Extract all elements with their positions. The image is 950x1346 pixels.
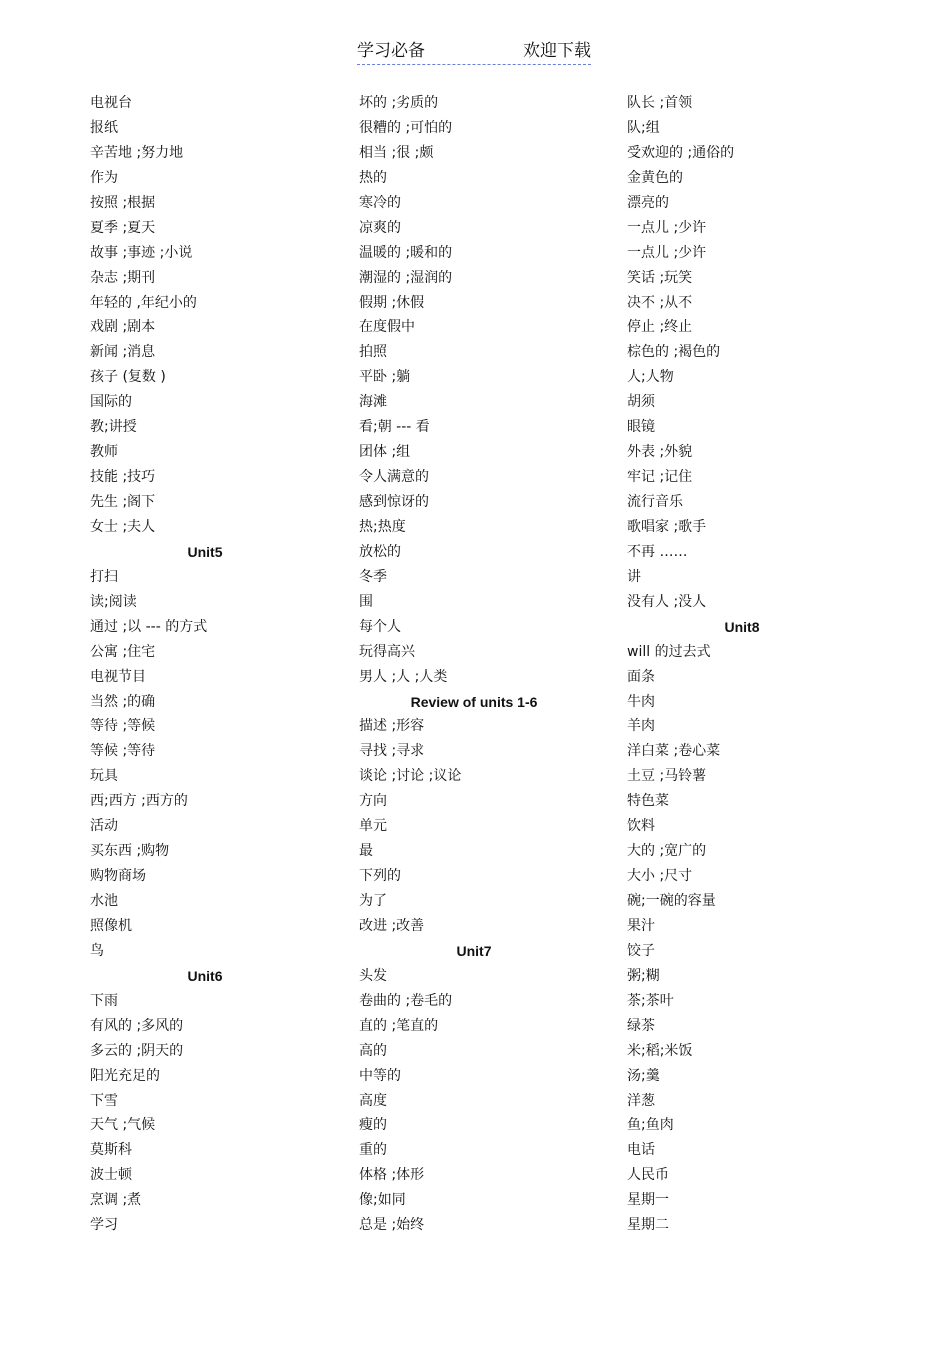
vocab-item: 通过 ;以 --- 的方式 bbox=[90, 618, 208, 635]
vocab-item: 多云的 ;阴天的 bbox=[90, 1042, 184, 1059]
vocab-item: 公寓 ;住宅 bbox=[90, 643, 156, 660]
vocab-item: 重的 bbox=[359, 1142, 387, 1159]
vocab-item: 杂志 ;期刊 bbox=[90, 269, 156, 286]
vocab-item: 体格 ;体形 bbox=[359, 1167, 425, 1184]
page-header bbox=[357, 40, 591, 65]
vocab-item: 绿茶 bbox=[627, 1017, 655, 1034]
vocab-item: 先生 ;阁下 bbox=[90, 494, 156, 510]
vocab-item: 像;如同 bbox=[359, 1192, 406, 1209]
vocab-item: 热的 bbox=[359, 169, 387, 186]
vocab-item: 作为 bbox=[90, 169, 118, 186]
vocab-item: 大小 ;尺寸 bbox=[627, 868, 693, 885]
vocab-item: 相当 ;很 ;颇 bbox=[359, 144, 434, 161]
vocab-item: 阳光充足的 bbox=[90, 1067, 160, 1084]
vocab-item: 波士顿 bbox=[90, 1167, 132, 1184]
vocab-item: 打扫 bbox=[90, 568, 118, 585]
vocab-item: 受欢迎的 ;通俗的 bbox=[627, 144, 735, 161]
vocab-item: 戏剧 ;剧本 bbox=[90, 319, 156, 336]
vocab-item: 夏季 ;夏天 bbox=[90, 219, 156, 236]
vocab-item: 单元 bbox=[359, 818, 387, 835]
vocab-item: 碗;一碗的容量 bbox=[627, 893, 716, 909]
vocab-item: 茶;茶叶 bbox=[627, 992, 674, 1009]
vocab-item: 电视节目 bbox=[90, 668, 146, 685]
vocab-item: 决不 ;从不 bbox=[627, 294, 693, 311]
vocab-item: 报纸 bbox=[90, 119, 118, 136]
vocab-item: 国际的 bbox=[90, 394, 132, 411]
header-right-text: 欢迎下载 bbox=[523, 41, 591, 61]
vocab-item: 假期 ;休假 bbox=[359, 294, 425, 311]
vocab-item: 电话 bbox=[627, 1142, 655, 1159]
vocab-item: 等候 ;等待 bbox=[90, 743, 156, 760]
vocab-item: 教;讲授 bbox=[90, 419, 137, 436]
vocab-item: 按照 ;根据 bbox=[90, 194, 156, 211]
vocab-item: 描述 ;形容 bbox=[359, 718, 425, 735]
vocab-item: 饮料 bbox=[627, 818, 655, 835]
vocab-item: 平卧 ;躺 bbox=[359, 369, 411, 386]
vocab-item: 中等的 bbox=[359, 1067, 401, 1084]
vocab-item: 有风的 ;多风的 bbox=[90, 1017, 184, 1034]
vocab-item: 坏的 ;劣质的 bbox=[359, 95, 439, 111]
vocab-item: 水池 bbox=[90, 893, 118, 909]
vocab-item: 男人 ;人 ;人类 bbox=[359, 668, 448, 685]
vocab-item: 故事 ;事迹 ;小说 bbox=[90, 244, 193, 261]
unit-heading: Unit8 bbox=[724, 618, 760, 635]
vocab-item: 队;组 bbox=[627, 119, 660, 136]
vocab-item: 米;稻;米饭 bbox=[627, 1042, 693, 1059]
vocab-item: 直的 ;笔直的 bbox=[359, 1017, 439, 1034]
vocab-item: 热;热度 bbox=[359, 518, 406, 535]
vocab-item: 星期一 bbox=[627, 1192, 669, 1209]
vocab-item: 高的 bbox=[359, 1042, 387, 1059]
vocab-item: 瘦的 bbox=[359, 1117, 387, 1134]
vocab-item: 莫斯科 bbox=[90, 1142, 132, 1159]
vocab-item: 围 bbox=[359, 593, 373, 610]
vocab-item: 下雪 bbox=[90, 1092, 118, 1109]
vocab-item: 最 bbox=[359, 843, 373, 860]
vocab-item: 果汁 bbox=[627, 917, 655, 934]
header-left-text: 学习必备 bbox=[357, 41, 425, 61]
vocab-item: 教师 bbox=[90, 444, 118, 461]
vocab-item: 土豆 ;马铃薯 bbox=[627, 768, 707, 785]
vocab-item: 高度 bbox=[359, 1092, 387, 1109]
vocab-item: will 的过去式 bbox=[627, 643, 711, 660]
vocab-item: 讲 bbox=[627, 568, 641, 585]
vocab-item: 饺子 bbox=[627, 942, 655, 959]
unit-heading: Review of units 1-6 bbox=[410, 693, 538, 710]
vocab-item: 大的 ;宽广的 bbox=[627, 843, 707, 860]
vocab-item: 洋葱 bbox=[627, 1092, 655, 1109]
vocab-item: 牢记 ;记住 bbox=[627, 469, 693, 486]
vocab-item: 拍照 bbox=[359, 344, 387, 361]
vocab-item: 金黄色的 bbox=[627, 169, 683, 186]
vocab-item: 漂亮的 bbox=[627, 194, 669, 211]
vocab-item: 胡须 bbox=[627, 394, 655, 411]
vocab-item: 潮湿的 ;湿润的 bbox=[359, 269, 453, 286]
vocab-item: 在度假中 bbox=[359, 319, 415, 336]
vocab-item: 辛苦地 ;努力地 bbox=[90, 144, 184, 161]
vocab-item: 买东西 ;购物 bbox=[90, 843, 170, 860]
vocab-item: 一点儿 ;少许 bbox=[627, 244, 707, 261]
vocab-item: 购物商场 bbox=[90, 868, 146, 885]
vocab-item: 年轻的 ,年纪小的 bbox=[90, 294, 197, 311]
vocab-item: 玩具 bbox=[90, 768, 118, 785]
vocab-item: 歌唱家 ;歌手 bbox=[627, 518, 707, 535]
vocab-item: 等待 ;等候 bbox=[90, 718, 156, 735]
vocab-item: 很糟的 ;可怕的 bbox=[359, 119, 453, 136]
vocab-item: 队长 ;首领 bbox=[627, 95, 693, 111]
vocabulary-column-1 bbox=[90, 91, 320, 1238]
vocab-item: 改进 ;改善 bbox=[359, 917, 425, 934]
vocab-item: 电视台 bbox=[90, 95, 132, 111]
unit-heading: Unit5 bbox=[187, 543, 223, 560]
vocab-item: 凉爽的 bbox=[359, 219, 401, 236]
vocab-item: 牛肉 bbox=[627, 693, 655, 710]
vocabulary-column-3 bbox=[627, 91, 857, 1238]
vocab-item: 寒冷的 bbox=[359, 194, 401, 211]
unit-heading: Unit7 bbox=[456, 942, 492, 959]
vocab-item: 面条 bbox=[627, 668, 655, 685]
vocab-item: 汤;羹 bbox=[627, 1067, 660, 1084]
vocab-item: 人;人物 bbox=[627, 369, 674, 386]
vocab-item: 头发 bbox=[359, 967, 387, 984]
vocab-item: 天气 ;气候 bbox=[90, 1117, 156, 1134]
vocab-item: 谈论 ;讨论 ;议论 bbox=[359, 768, 462, 785]
vocab-item: 下雨 bbox=[90, 992, 118, 1009]
vocab-item: 孩子 (复数 ) bbox=[90, 369, 166, 386]
vocab-item: 活动 bbox=[90, 818, 118, 835]
vocab-item: 流行音乐 bbox=[627, 494, 683, 510]
vocab-item: 人民币 bbox=[627, 1167, 669, 1184]
vocab-item: 星期二 bbox=[627, 1217, 669, 1234]
vocab-item: 鸟 bbox=[90, 942, 104, 959]
vocab-item: 海滩 bbox=[359, 394, 387, 411]
vocab-item: 为了 bbox=[359, 893, 387, 909]
vocab-item: 看;朝 --- 看 bbox=[359, 419, 430, 436]
vocab-item: 一点儿 ;少许 bbox=[627, 219, 707, 236]
vocab-item: 方向 bbox=[359, 793, 387, 810]
vocab-item: 令人满意的 bbox=[359, 469, 429, 486]
vocab-item: 总是 ;始终 bbox=[359, 1217, 425, 1234]
vocab-item: 卷曲的 ;卷毛的 bbox=[359, 992, 453, 1009]
vocab-item: 感到惊讶的 bbox=[359, 494, 429, 510]
vocab-item: 下列的 bbox=[359, 868, 401, 885]
vocab-item: 停止 ;终止 bbox=[627, 319, 693, 336]
vocab-item: 鱼;鱼肉 bbox=[627, 1117, 674, 1134]
vocab-item: 特色菜 bbox=[627, 793, 669, 810]
vocab-item: 眼镜 bbox=[627, 419, 655, 436]
vocab-item: 烹调 ;煮 bbox=[90, 1192, 142, 1209]
vocabulary-column-2 bbox=[359, 91, 589, 1238]
vocab-item: 团体 ;组 bbox=[359, 444, 411, 461]
vocab-item: 粥;糊 bbox=[627, 967, 660, 984]
vocab-item: 读;阅读 bbox=[90, 593, 137, 610]
vocab-item: 新闻 ;消息 bbox=[90, 344, 156, 361]
vocab-item: 每个人 bbox=[359, 618, 401, 635]
vocab-item: 笑话 ;玩笑 bbox=[627, 269, 693, 286]
vocab-item: 不再 …… bbox=[627, 543, 688, 560]
vocab-item: 当然 ;的确 bbox=[90, 693, 156, 710]
vocab-item: 照像机 bbox=[90, 917, 132, 934]
vocab-item: 羊肉 bbox=[627, 718, 655, 735]
vocab-item: 棕色的 ;褐色的 bbox=[627, 344, 721, 361]
vocab-item: 冬季 bbox=[359, 568, 387, 585]
vocab-item: 女士 ;夫人 bbox=[90, 518, 156, 535]
vocab-item: 玩得高兴 bbox=[359, 643, 415, 660]
vocab-item: 洋白菜 ;卷心菜 bbox=[627, 743, 721, 760]
vocab-item: 放松的 bbox=[359, 543, 401, 560]
vocab-item: 没有人 ;没人 bbox=[627, 593, 707, 610]
vocab-item: 西;西方 ;西方的 bbox=[90, 793, 188, 810]
vocab-item: 寻找 ;寻求 bbox=[359, 743, 425, 760]
vocab-item: 温暖的 ;暖和的 bbox=[359, 244, 453, 261]
unit-heading: Unit6 bbox=[187, 967, 223, 984]
vocab-item: 外表 ;外貌 bbox=[627, 444, 693, 461]
vocab-item: 学习 bbox=[90, 1217, 118, 1234]
vocab-item: 技能 ;技巧 bbox=[90, 469, 156, 486]
